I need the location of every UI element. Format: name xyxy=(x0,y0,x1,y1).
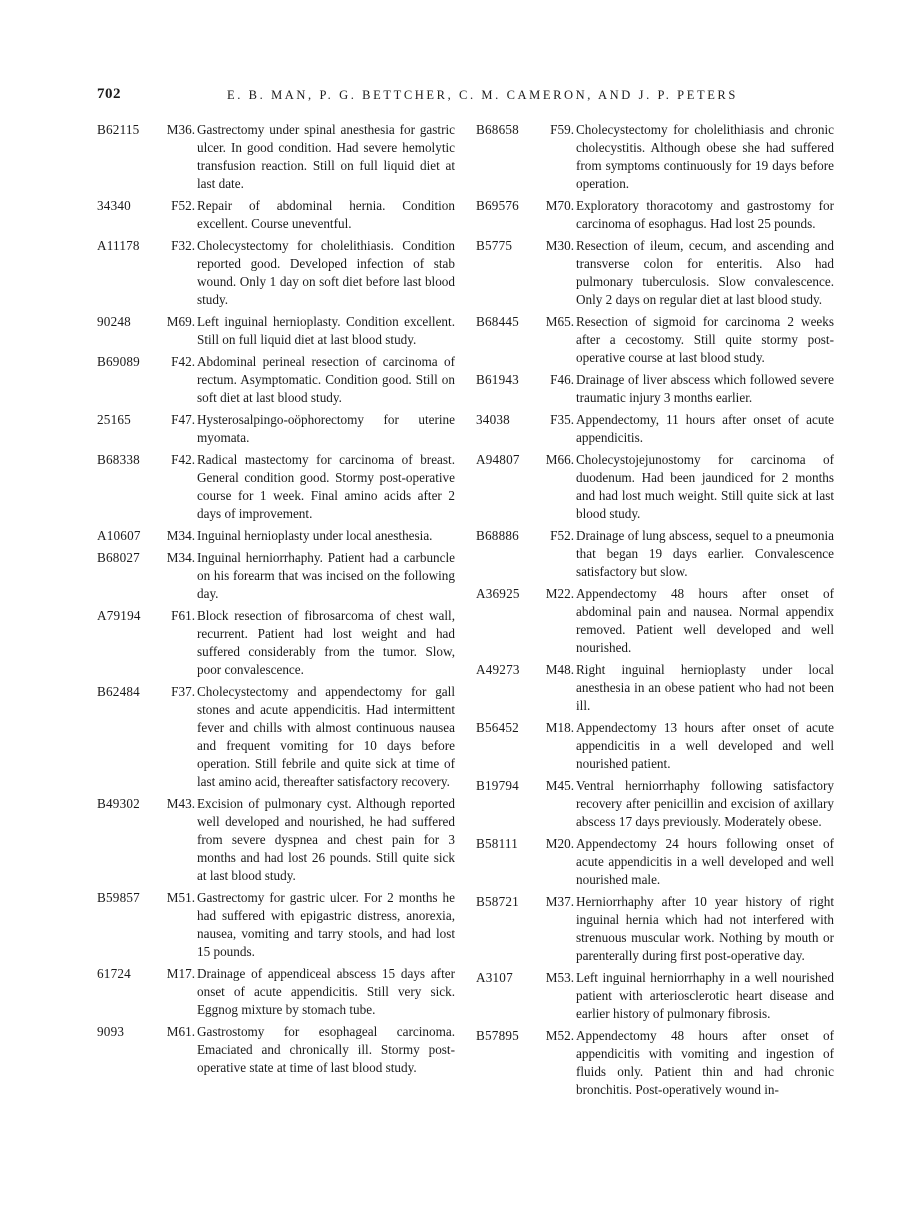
case-description: Resection of sigmoid for carcinoma 2 weeks after a cecostomy. Still quite stormy post-operative course at last blood study. xyxy=(576,314,834,365)
case-entry xyxy=(476,121,836,193)
case-sex-age: M34. xyxy=(166,550,195,565)
case-description: Inguinal hernioplasty under local anesthesia. xyxy=(197,528,433,543)
case-description: Left inguinal herniorrhaphy in a well nourished patient with arteriosclerotic heart disease and earlier history of pulmonary fibrosis. xyxy=(576,970,834,1021)
case-entry xyxy=(97,197,457,233)
case-id: B68886 xyxy=(476,528,519,543)
case-entry xyxy=(476,969,836,1023)
case-sex-age: M51. xyxy=(166,890,195,905)
case-id: 34340 xyxy=(97,198,131,213)
case-description: Hysterosalpingo-oöphorectomy for uterine myomata. xyxy=(197,412,455,445)
case-description: Drainage of liver abscess which followed severe traumatic injury 3 months earlier. xyxy=(576,372,834,405)
case-id: A49273 xyxy=(476,662,520,677)
case-entry xyxy=(97,451,457,523)
case-entry xyxy=(476,835,836,889)
case-entry xyxy=(97,1023,457,1077)
case-entry xyxy=(476,893,836,965)
case-sex-age: M66. xyxy=(545,452,574,467)
case-description: Drainage of appendiceal abscess 15 days after onset of acute appendicitis. Still very sick. Eggnog mixture by stomach tube. xyxy=(197,966,455,1017)
case-sex-age: F42. xyxy=(171,452,195,467)
case-entry xyxy=(97,549,457,603)
case-entry xyxy=(476,777,836,831)
case-id: B57895 xyxy=(476,1028,519,1043)
case-sex-age: M52. xyxy=(545,1028,574,1043)
case-entry xyxy=(476,237,836,309)
case-sex-age: M36. xyxy=(166,122,195,137)
case-sex-age: M43. xyxy=(166,796,195,811)
case-description: Gastrectomy under spinal anesthesia for gastric ulcer. In good condition. Had severe hemolytic transfusion reaction. Still on full liquid diet at last date. xyxy=(197,122,455,191)
case-description: Cholecystojejunostomy for carcinoma of duodenum. Had been jaundiced for 2 months and had lost much weight. Still quite sick at last blood study. xyxy=(576,452,834,521)
case-id: 90248 xyxy=(97,314,131,329)
case-description: Ventral herniorrhaphy following satisfactory recovery after penicillin and excision of axillary abscess 17 days previously. Moderately obese. xyxy=(576,778,834,829)
left-column xyxy=(97,121,457,1081)
case-description: Appendectomy, 11 hours after onset of acute appendicitis. xyxy=(576,412,834,445)
case-description: Radical mastectomy for carcinoma of breast. General condition good. Stormy post-operative course for 1 week. Final amino acids after 2 days of improvement. xyxy=(197,452,455,521)
case-id: B19794 xyxy=(476,778,519,793)
case-entry xyxy=(476,527,836,581)
case-entry xyxy=(97,527,457,545)
case-sex-age: M17. xyxy=(166,966,195,981)
case-description: Appendectomy 24 hours following onset of acute appendicitis in a well developed and well nourished male. xyxy=(576,836,834,887)
case-id: 34038 xyxy=(476,412,510,427)
case-id: A11178 xyxy=(97,238,140,253)
case-sex-age: M30. xyxy=(545,238,574,253)
case-description: Right inguinal hernioplasty under local anesthesia in an obese patient who had not been ill. xyxy=(576,662,834,713)
case-entry xyxy=(97,795,457,885)
case-entry xyxy=(97,121,457,193)
case-id: A79194 xyxy=(97,608,141,623)
case-id: B59857 xyxy=(97,890,140,905)
case-entry xyxy=(97,965,457,1019)
running-head: E. B. MAN, P. G. BETTCHER, C. M. CAMERON, AND J. P. PETERS xyxy=(227,88,738,102)
case-description: Resection of ileum, cecum, and ascending and transverse colon for enteritis. Also had pulmonary tuberculosis. Slow convalescence. Only 2 days on regular diet at last blood study. xyxy=(576,238,834,307)
case-sex-age: M20. xyxy=(545,836,574,851)
case-sex-age: F32. xyxy=(171,238,195,253)
case-description: Abdominal perineal resection of carcinoma of rectum. Asymptomatic. Condition good. Still on soft diet at last blood study. xyxy=(197,354,455,405)
case-description: Inguinal herniorrhaphy. Patient had a carbuncle on his forearm that was incised on the following day. xyxy=(197,550,455,601)
case-entry xyxy=(476,1027,836,1099)
case-sex-age: F42. xyxy=(171,354,195,369)
case-entry xyxy=(97,313,457,349)
case-sex-age: M61. xyxy=(166,1024,195,1039)
case-id: B49302 xyxy=(97,796,140,811)
case-description: Left inguinal hernioplasty. Condition excellent. Still on full liquid diet at last blood study. xyxy=(197,314,455,347)
case-entry xyxy=(97,353,457,407)
case-sex-age: M69. xyxy=(166,314,195,329)
case-entry xyxy=(97,889,457,961)
case-entry xyxy=(97,237,457,309)
case-id: B68445 xyxy=(476,314,519,329)
case-id: A3107 xyxy=(476,970,513,985)
case-id: B58111 xyxy=(476,836,518,851)
case-description: Exploratory thoracotomy and gastrostomy for carcinoma of esophagus. Had lost 25 pounds. xyxy=(576,198,834,231)
case-id: 9093 xyxy=(97,1024,125,1039)
case-sex-age: F37. xyxy=(171,684,195,699)
right-column xyxy=(476,121,836,1103)
case-entry xyxy=(476,371,836,407)
case-description: Gastrectomy for gastric ulcer. For 2 months he had suffered with epigastric distress, anorexia, nausea, vomiting and tarry stools, and had lost 15 pounds. xyxy=(197,890,455,959)
case-sex-age: M48. xyxy=(545,662,574,677)
case-description: Herniorrhaphy after 10 year history of right inguinal hernia which had not interfered with strenuous muscular work. Nothing by mouth or parenterally during first post-operative day. xyxy=(576,894,834,963)
case-id: B62484 xyxy=(97,684,140,699)
case-sex-age: F59. xyxy=(550,122,574,137)
case-description: Cholecystectomy for cholelithiasis. Condition reported good. Developed infection of stab wound. Only 1 day on soft diet before last blood study. xyxy=(197,238,455,307)
case-id: B69576 xyxy=(476,198,519,213)
case-id: 25165 xyxy=(97,412,131,427)
case-sex-age: M22. xyxy=(545,586,574,601)
case-sex-age: M53. xyxy=(545,970,574,985)
case-description: Appendectomy 13 hours after onset of acute appendicitis in a well developed and well nourished patient. xyxy=(576,720,834,771)
case-entry xyxy=(476,661,836,715)
case-entry xyxy=(97,607,457,679)
case-description: Drainage of lung abscess, sequel to a pneumonia that began 19 days earlier. Convalescence satisfactory but slow. xyxy=(576,528,834,579)
case-id: A36925 xyxy=(476,586,520,601)
case-sex-age: F52. xyxy=(171,198,195,213)
case-entry xyxy=(476,719,836,773)
case-sex-age: M34. xyxy=(166,528,195,543)
case-id: B61943 xyxy=(476,372,519,387)
case-entry xyxy=(476,451,836,523)
case-id: B58721 xyxy=(476,894,519,909)
case-sex-age: M45. xyxy=(545,778,574,793)
case-sex-age: F47. xyxy=(171,412,195,427)
case-description: Repair of abdominal hernia. Condition excellent. Course uneventful. xyxy=(197,198,455,231)
case-id: B68027 xyxy=(97,550,140,565)
case-id: B56452 xyxy=(476,720,519,735)
case-entry xyxy=(476,313,836,367)
page-number: 702 xyxy=(97,86,121,102)
case-id: B68338 xyxy=(97,452,140,467)
case-sex-age: M65. xyxy=(545,314,574,329)
case-entry xyxy=(476,197,836,233)
case-id: A10607 xyxy=(97,528,141,543)
case-entry xyxy=(476,411,836,447)
case-entry xyxy=(97,411,457,447)
case-sex-age: F61. xyxy=(171,608,195,623)
case-id: 61724 xyxy=(97,966,131,981)
case-description: Appendectomy 48 hours after onset of appendicitis with vomiting and ingestion of fluids only. Patient thin and had chronic bronchitis. Post-operatively wound in- xyxy=(576,1028,834,1097)
case-sex-age: F35. xyxy=(550,412,574,427)
case-id: A94807 xyxy=(476,452,520,467)
case-sex-age: F46. xyxy=(550,372,574,387)
case-description: Excision of pulmonary cyst. Although reported well developed and nourished, he had suffered from severe dyspnea and chest pain for 3 months and had lost 26 pounds. Still quite sick at last blood study. xyxy=(197,796,455,883)
case-description: Block resection of fibrosarcoma of chest wall, recurrent. Patient had lost weight and had suffered considerably from the tumor. Slow, poor convalescence. xyxy=(197,608,455,677)
case-description: Cholecystectomy and appendectomy for gall stones and acute appendicitis. Had intermittent fever and chills with almost continuous nausea and frequent vomiting for 10 days before operation. Still febrile and quite sick at time of last amino acid, thereafter satisfactory recovery. xyxy=(197,684,455,789)
case-id: B62115 xyxy=(97,122,140,137)
page-header xyxy=(97,86,837,108)
case-description: Cholecystectomy for cholelithiasis and chronic cholecystitis. Although obese she had suffered from symptoms continuously for 19 days before operation. xyxy=(576,122,834,191)
case-id: B5775 xyxy=(476,238,513,253)
case-id: B68658 xyxy=(476,122,519,137)
case-description: Appendectomy 48 hours after onset of abdominal pain and nausea. Normal appendix removed. Patient well developed and well nourished. xyxy=(576,586,834,655)
case-entry xyxy=(476,585,836,657)
case-sex-age: F52. xyxy=(550,528,574,543)
case-sex-age: M37. xyxy=(545,894,574,909)
case-entry xyxy=(97,683,457,791)
case-id: B69089 xyxy=(97,354,140,369)
case-description: Gastrostomy for esophageal carcinoma. Emaciated and chronically ill. Stormy post-operative state at time of last blood study. xyxy=(197,1024,455,1075)
case-sex-age: M18. xyxy=(545,720,574,735)
case-sex-age: M70. xyxy=(545,198,574,213)
